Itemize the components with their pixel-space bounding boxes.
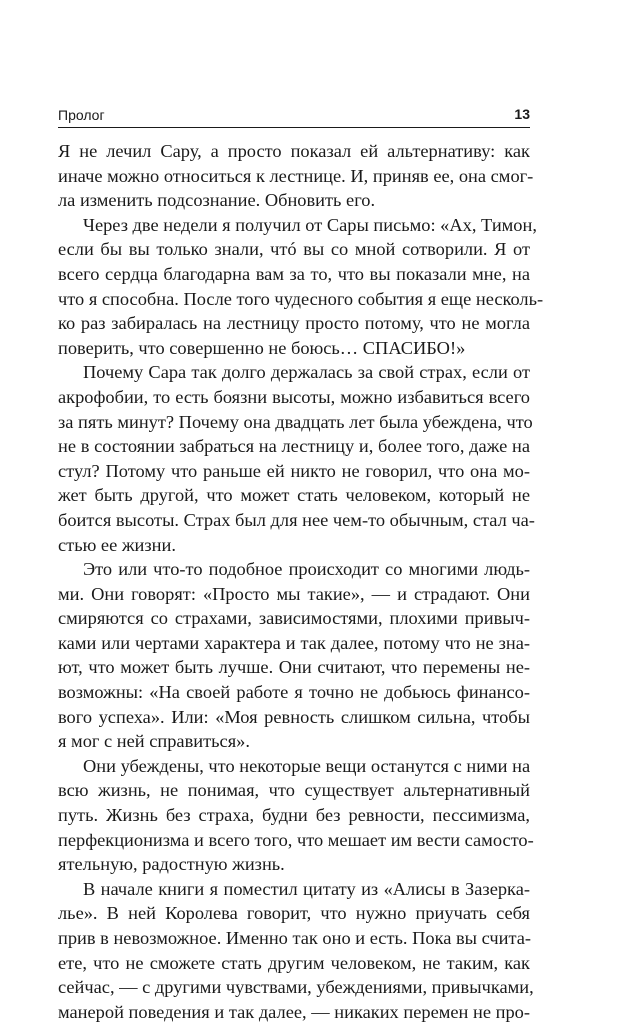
text-line: Это или что-то подобное происходит со многими людь- (83, 559, 530, 580)
text-line: я мог с ней справиться». (58, 731, 250, 752)
text-line: ко раз забиралась на лестницу просто потому, что не могла (58, 313, 530, 334)
text-line: возможны: «На своей работе я точно не добьюсь финансо- (58, 682, 530, 703)
text-line: прив в невозможное. Именно так оно и есть. Пока вы счита- (58, 928, 532, 948)
text-line: ятельную, радостную жизнь. (58, 854, 285, 875)
text-line: всего сердца благодарна вам за то, что вы показали мне, на (58, 263, 530, 284)
text-line: смиряются со страхами, зависимостями, плохими привыч- (58, 608, 530, 629)
text-line: стул? Потому что раньше ей никто не говорил, что она мо- (58, 460, 530, 481)
text-line: В начале книги я поместил цитату из «Алисы в Зазерка- (83, 878, 530, 899)
text-line: ют, что может быть лучше. Они считают, что перемены не- (58, 657, 530, 678)
text-line: всю жизнь, не понимая, что существует альтернативный (58, 780, 530, 801)
text-line: боится высоты. Страх был для нее чем-то обычным, стал ча- (58, 509, 535, 530)
text-line: за пять минут? Почему она двадцать лет была убеждена, что (58, 411, 533, 432)
text-line: Они убеждены, что некоторые вещи останутся с ними на (83, 755, 531, 776)
text-line: Я не лечил Сару, а просто показал ей альтернативу: как (58, 141, 530, 161)
page-number: 13 (514, 106, 530, 122)
text-line: Через две недели я получил от Сары письмо: «Ах, Тимон, (83, 214, 537, 235)
text-line: иначе можно относиться к лестнице. И, приняв ее, она смог- (58, 165, 534, 186)
text-line: перфекционизма и всего того, что мешает им вести самосто- (58, 829, 534, 850)
text-line: сейчас, — с другими чувствами, убеждениями, привычками, (58, 977, 534, 998)
text-line: ла изменить подсознание. Обновить его. (58, 190, 376, 211)
text-line: ми. Они говорят: «Просто мы такие», — и страдают. Они (58, 583, 530, 604)
text-line: что я способна. После того чудесного события я еще несколь- (58, 288, 544, 309)
text-line: акрофобии, то есть боязни высоты, можно избавиться всего (58, 386, 530, 407)
text-line: вого успеха». Или: «Моя ревность слишком сильна, чтобы (58, 706, 530, 727)
text-line: ками или чертами характера и так далее, потому что не зна- (58, 632, 530, 653)
body-text (58, 139, 544, 1024)
text-line: если бы вы только знали, чтó вы со мной сотворили. Я от (58, 239, 530, 260)
page-header (58, 102, 530, 128)
text-line: путь. Жизнь без страха, будни без ревности, пессимизма, (58, 805, 530, 826)
text-line: жет быть другой, что может стать человеком, который не (58, 485, 530, 506)
text-line: не в состоянии забраться на лестницу и, более того, даже на (58, 436, 530, 457)
text-line: ете, что не сможете стать другим человеком, не таким, как (58, 952, 530, 973)
text-line: Почему Сара так долго держалась за свой страх, если от (83, 362, 530, 383)
text-line: стью ее жизни. (58, 534, 176, 555)
text-line: поверить, что совершенно не боюсь… СПАСИБО!» (58, 337, 466, 358)
text-line: манерой поведения и так далее, — никаких перемен не про- (58, 1001, 530, 1022)
text-line: лье». В ней Королева говорит, что нужно приучать себя (58, 903, 530, 924)
running-head: Пролог (58, 107, 105, 123)
